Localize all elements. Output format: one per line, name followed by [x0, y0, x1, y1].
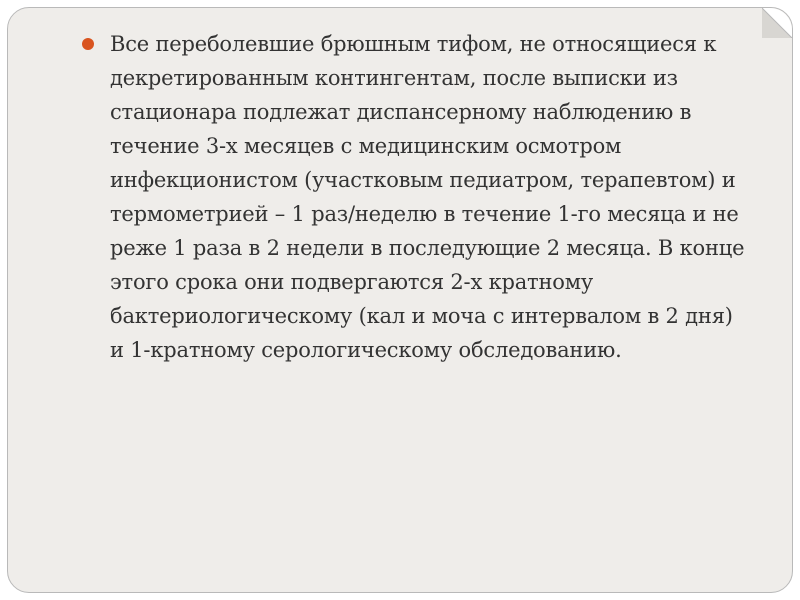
page-corner-fold-icon	[762, 8, 792, 38]
bullet-dot-icon	[82, 38, 94, 50]
bullet-item	[80, 27, 750, 367]
bullet-text: Все переболевшие брюшным тифом, не относящиеся к декретированным контингентам, после выписки из стационара подлежат диспансерному наблюдению в течение 3-х месяцев с медицинским осмотром инфекционистом (участковым педиатром, терапевтом) и термометрией – 1 раз/неделю в течение 1-го месяца и не реже 1 раза в 2 недели в последующие 2 месяца. В конце этого срока они подвергаются 2-х кратному бактериологическому (кал и моча с интервалом в 2 дня) и 1-кратному серологическому обследованию.	[110, 32, 745, 362]
slide-content	[80, 27, 750, 367]
